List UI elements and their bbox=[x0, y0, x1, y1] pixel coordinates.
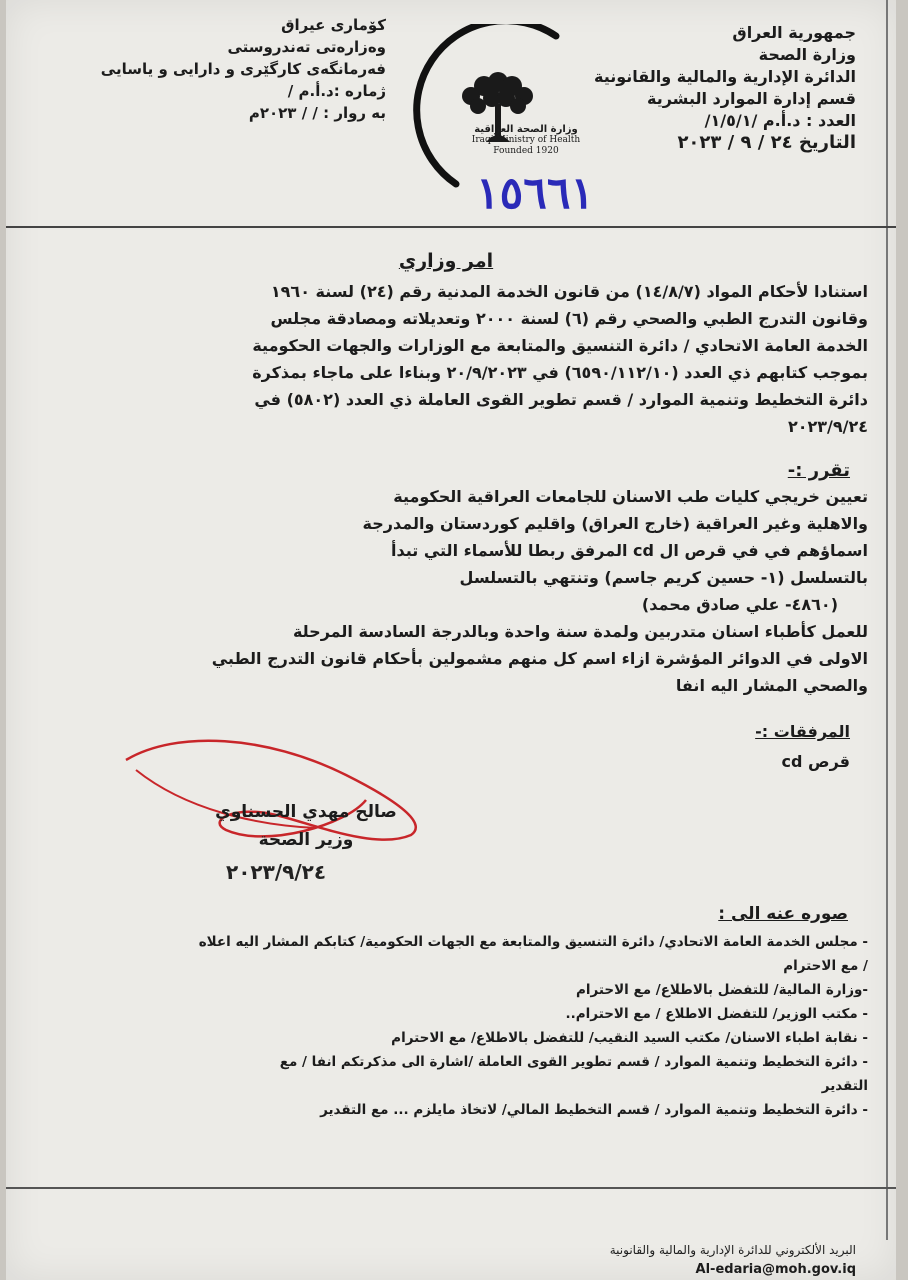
copy-recipient: - مكتب الوزير/ للتفضل الاطلاع / مع الاحترام.. bbox=[565, 1006, 868, 1022]
copy-recipient: - مجلس الخدمة العامة الاتحادي/ دائرة التنسيق والمتابعة مع الجهات الحكومية/ كتابكم المشار اليه اعلاه bbox=[198, 934, 868, 950]
decision-line: الاولى في الدوائر المؤشرة ازاء اسم كل منهم مشمولين بأحكام قانون التدرج الطبي bbox=[211, 649, 868, 668]
header-left-department: فەرمانگەی كارگێری و دارایی و یاسایی bbox=[100, 60, 386, 78]
preamble-line: دائرة التخطيط وتنمية الموارد / قسم تطوير القوى العاملة ذي العدد (٥٨٠٢) في bbox=[254, 390, 868, 409]
header-department: الدائرة الإدارية والمالية والقانونية bbox=[593, 67, 856, 86]
attachments-label: المرفقات :- bbox=[755, 722, 850, 741]
preamble-line: ٢٠٢٣/٩/٢٤ bbox=[787, 417, 868, 436]
copies-list bbox=[36, 930, 868, 1122]
document-page bbox=[6, 0, 896, 1280]
decision-line: والاهلية وغير العراقية (خارج العراق) واقليم كوردستان والمدرجة bbox=[362, 514, 868, 533]
header-left-ministry: وەزارەتی تەندروستی bbox=[227, 38, 386, 56]
header-left-number: ژمارە :د.أ.م / bbox=[287, 82, 386, 100]
decision-label: تقرر :- bbox=[787, 460, 850, 481]
handwritten-reference-number: ١٥٦٦١ bbox=[476, 168, 595, 219]
logo-english-name: Iraqi Ministry of Health bbox=[471, 135, 581, 145]
copy-recipient: التقدير bbox=[821, 1078, 868, 1094]
footer bbox=[610, 1240, 856, 1280]
header-date: التاريخ ٢٤ / ٩ / ٢٠٢٣ bbox=[677, 132, 856, 153]
decision-line: تعيين خريجي كليات طب الاسنان للجامعات العراقية الحكومية bbox=[393, 487, 868, 506]
decision-line: والصحي المشار اليه انفا bbox=[675, 676, 868, 695]
signature-date: ٢٠٢٣/٩/٢٤ bbox=[226, 860, 327, 884]
signatory-name: صالح مهدي الحسناوي bbox=[215, 802, 397, 822]
footer-divider bbox=[6, 1187, 896, 1189]
preamble-line: الخدمة العامة الاتحادي / دائرة التنسيق والمتابعة مع الوزارات والجهات الحكومية bbox=[252, 336, 868, 355]
decision-paragraph bbox=[42, 483, 868, 699]
decision-line: للعمل كأطباء اسنان متدربين ولمدة سنة واحدة وبالدرجة السادسة المرحلة bbox=[292, 622, 868, 641]
copy-recipient: -وزارة المالية/ للتفضل بالاطلاع/ مع الاحترام bbox=[575, 982, 868, 998]
copies-title: صوره عنه الى : bbox=[718, 904, 848, 924]
decision-line: اسماؤهم في في قرص ال cd المرفق ربطا للأسماء التي تبدأ bbox=[391, 541, 868, 560]
copy-recipient: - دائرة التخطيط وتنمية الموارد / قسم تطوير القوى العاملة /اشارة الى مذكرتكم انفا / مع bbox=[279, 1054, 868, 1070]
logo-founded: Founded 1920 bbox=[493, 146, 559, 156]
signatory-title: وزير الصحة bbox=[258, 830, 354, 850]
attachment-item: قرص cd bbox=[781, 752, 850, 771]
logo-caption bbox=[446, 124, 606, 157]
header-left-date: بە روار : / / ٢٠٢٣م bbox=[248, 104, 386, 122]
header-country: جمهورية العراق bbox=[732, 23, 856, 42]
header-ministry: وزارة الصحة bbox=[758, 45, 856, 64]
preamble-line: استنادا لأحكام المواد (١٤/٨/٧) من قانون الخدمة المدنية رقم (٢٤) لسنة ١٩٦٠ bbox=[270, 282, 868, 301]
header-number: العدد : د.أ.م /١/٥/١/ bbox=[704, 111, 856, 130]
footer-email-label: البريد الألكتروني للدائرة الإدارية والمالية والقانونية bbox=[609, 1243, 856, 1257]
document-title: امر وزاري bbox=[398, 250, 494, 272]
copy-recipient: / مع الاحترام bbox=[783, 958, 868, 974]
header-right-block bbox=[593, 22, 856, 154]
header-left-country: كۆماری عیراق bbox=[281, 16, 386, 34]
header-left-block bbox=[96, 14, 386, 124]
preamble-paragraph bbox=[42, 278, 868, 440]
copy-recipient: - نقابة اطباء الاسنان/ مكتب السيد النقيب/ للتفضل بالاطلاع/ مع الاحترام bbox=[391, 1030, 868, 1046]
header-divider bbox=[6, 226, 896, 228]
preamble-line: بموجب كتابهم ذي العدد (٦٥٩٠/١١٢/١٠) في ٢٠/٩/٢٠٢٣ وبناءا على ماجاء بمذكرة bbox=[252, 363, 868, 382]
footer-email-link[interactable]: Al-edaria@moh.gov.iq bbox=[695, 1262, 856, 1277]
preamble-line: وقانون التدرج الطبي والصحي رقم (٦) لسنة ٢٠٠٠ وتعديلاته ومصادقة مجلس bbox=[270, 309, 868, 328]
right-border-line bbox=[886, 0, 888, 1240]
decision-line: بالتسلسل (١- حسين كريم جاسم) وتنتهي بالتسلسل bbox=[459, 568, 868, 587]
header-section: قسم إدارة الموارد البشرية bbox=[647, 89, 856, 108]
decision-line: (٤٨٦٠- علي صادق محمد) bbox=[641, 595, 838, 614]
copy-recipient: - دائرة التخطيط وتنمية الموارد / قسم التخطيط المالي/ لاتخاذ مايلزم ... مع التقدير bbox=[320, 1102, 868, 1118]
logo-arabic-name: وزارة الصحة العراقية bbox=[474, 124, 578, 135]
